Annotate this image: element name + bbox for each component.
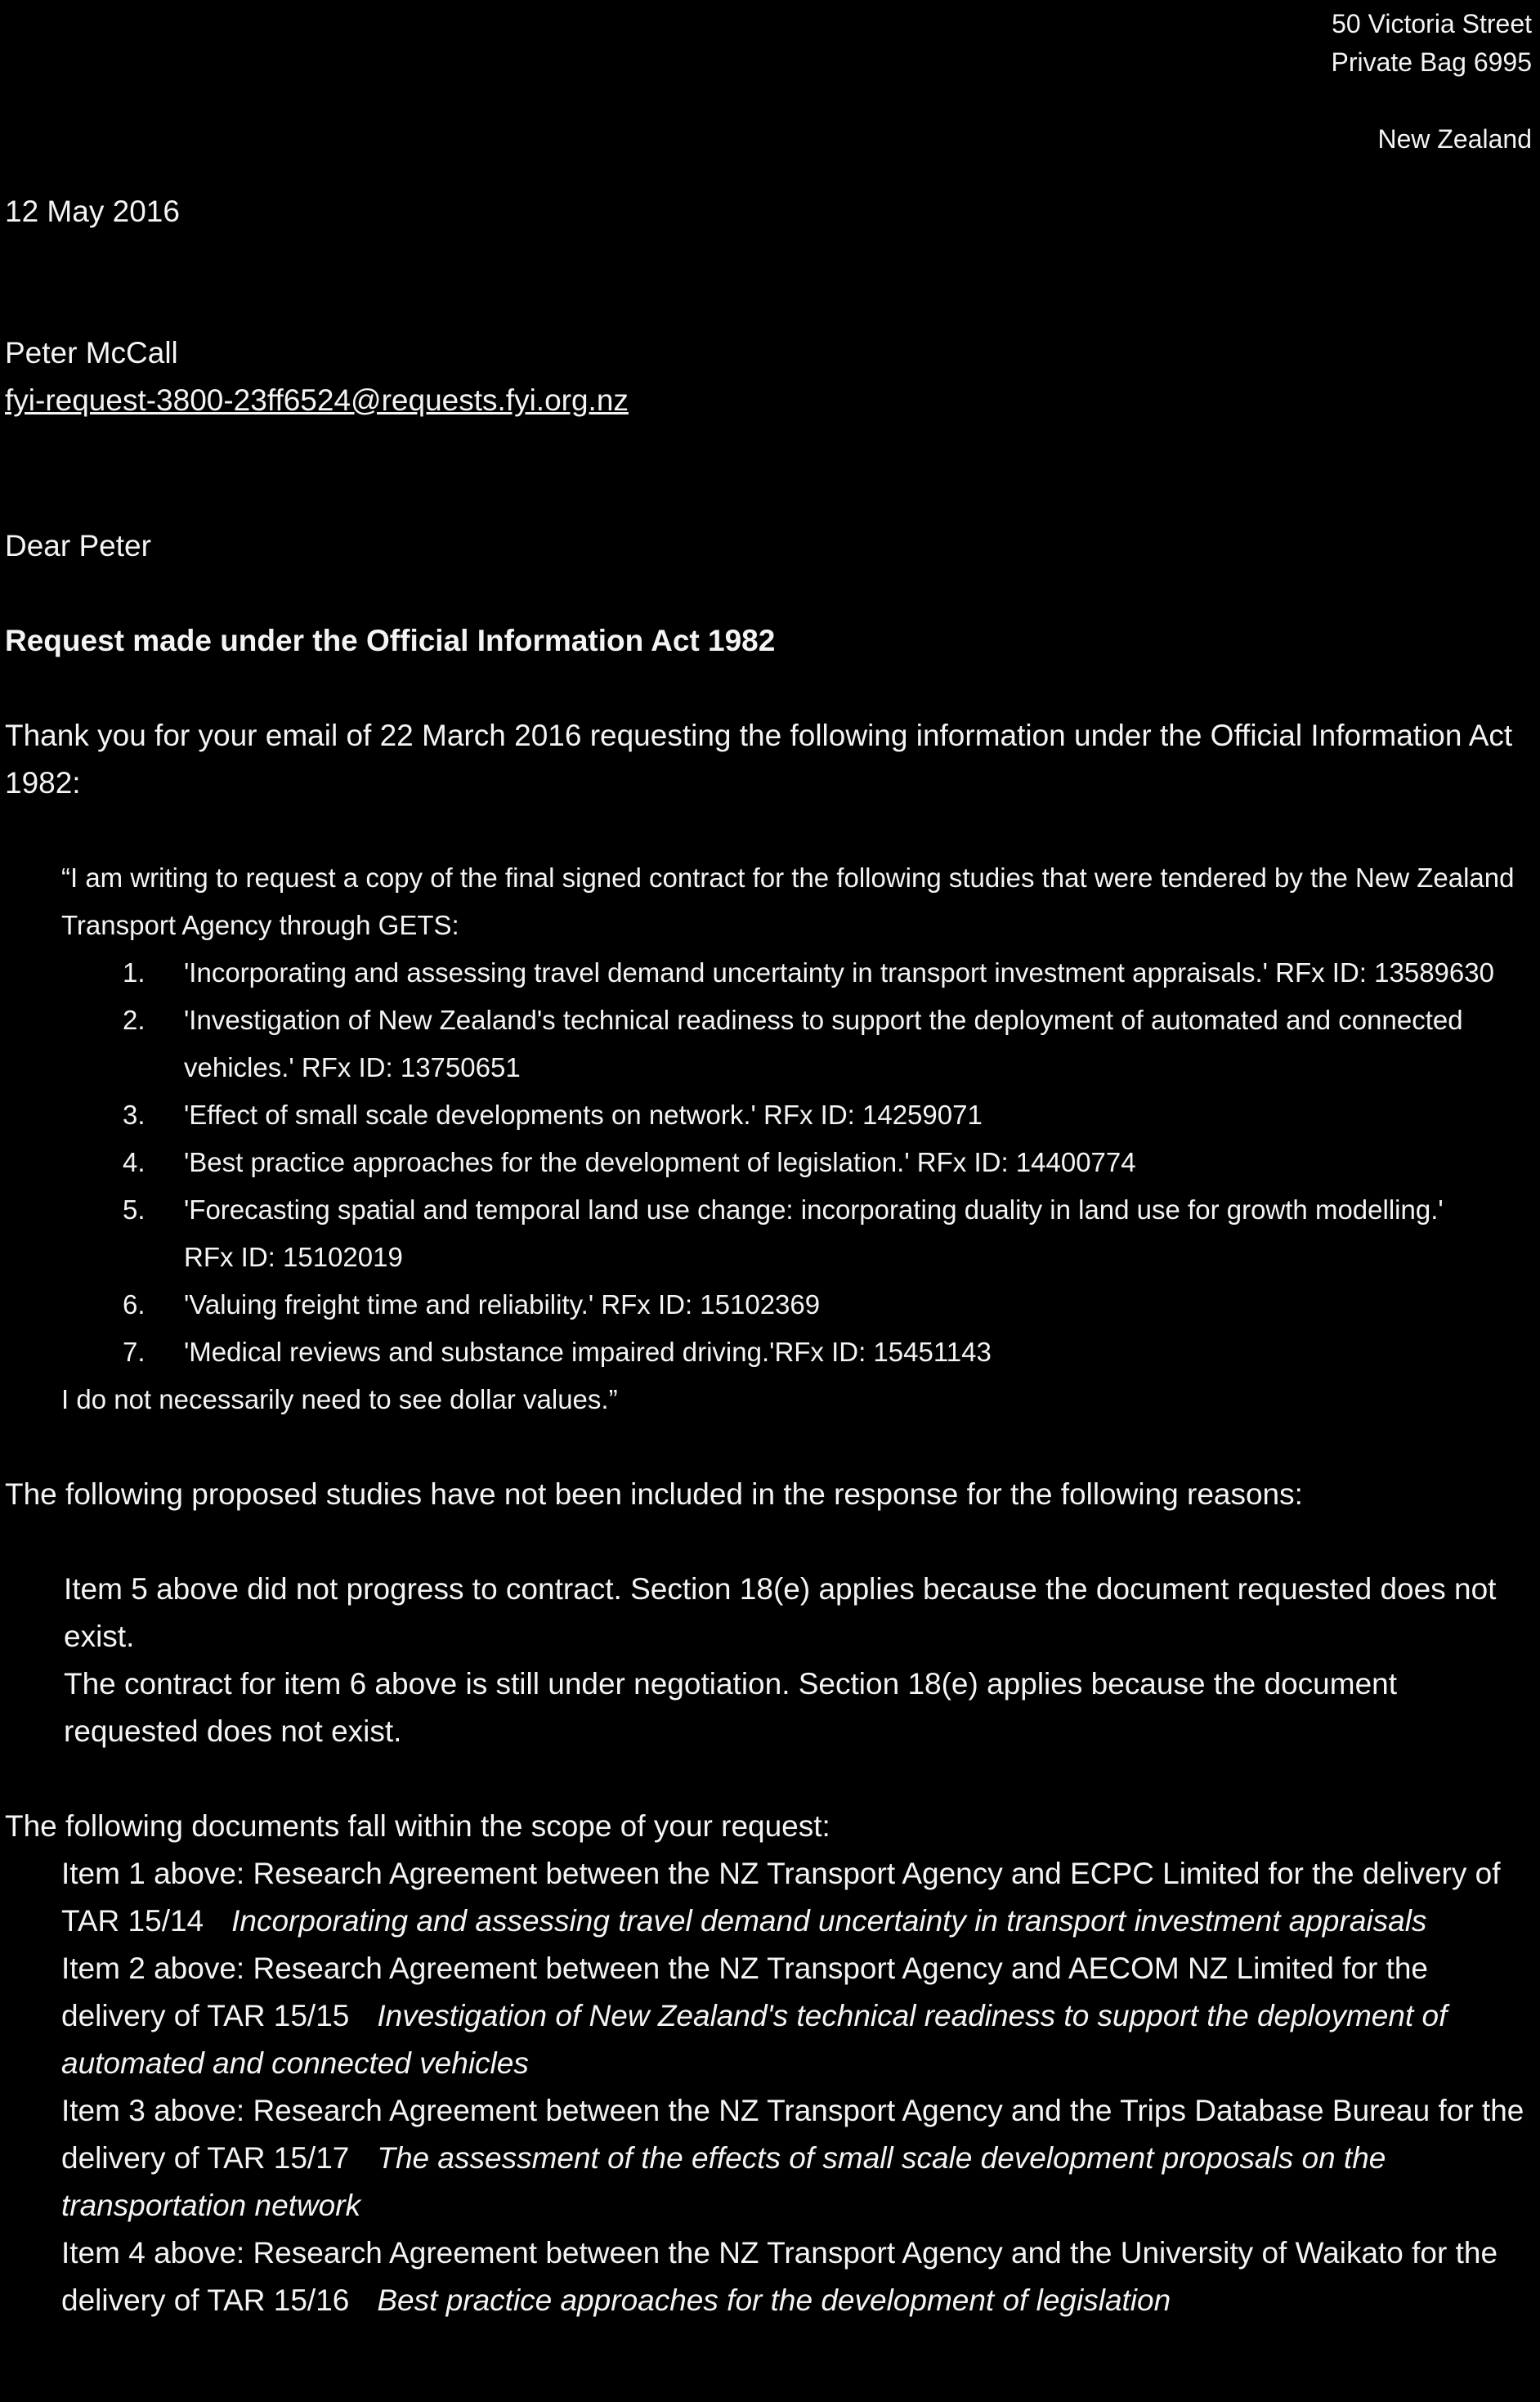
quote-list-item: [123, 997, 1532, 1091]
intro-paragraph: Thank you for your email of 22 March 2016 requesting the following information under the Official Information Act 1982:: [5, 719, 1513, 800]
document-item-title: Incorporating and assessing travel demand uncertainty in transport investment appraisals: [231, 1904, 1427, 1938]
quote-item-number: 4.: [123, 1147, 145, 1177]
document-item: [61, 1945, 1532, 2087]
quote-item-text: 'Effect of small scale developments on network.' RFx ID: 14259071: [184, 1100, 983, 1130]
quote-list-item: [123, 1186, 1532, 1281]
document-item-text: Item 2 above: Research Agreement between the NZ Transport Agency and AECOM NZ Limited for the delivery of TAR 15/15: [61, 1952, 1429, 2032]
quote-item-number: 1.: [123, 957, 145, 988]
address-line-bag: Private Bag 6995: [1331, 47, 1532, 77]
document-item: [61, 1850, 1532, 1945]
address-country: New Zealand: [1377, 124, 1532, 154]
quote-item-text: 'Valuing freight time and reliability.' RFx ID: 15102369: [184, 1289, 821, 1320]
address-line-street: 50 Victoria Street: [1332, 9, 1532, 38]
quote-list-item: [123, 1281, 1532, 1329]
quote-closing: I do not necessarily need to see dollar values.”: [61, 1384, 618, 1414]
letterhead-address: [5, 5, 1532, 159]
quote-list-item: [123, 1329, 1532, 1376]
address-gap: [5, 82, 1532, 120]
quoted-request-block: [61, 854, 1532, 1423]
quote-item-text: 'Investigation of New Zealand's technical readiness to support the deployment of automated and connected vehicles.' RFx ID: 13750651: [184, 1005, 1463, 1082]
document-item-title: The assessment of the effects of small scale development proposals on the transportation network: [61, 2141, 1386, 2222]
documents-lead: The following documents fall within the scope of your request:: [5, 1809, 830, 1843]
quote-item-text: 'Incorporating and assessing travel demand uncertainty in transport investment appraisals.' RFx ID: 13589630: [184, 957, 1494, 988]
quote-item-text: 'Best practice approaches for the development of legislation.' RFx ID: 14400774: [184, 1147, 1136, 1177]
quote-list-item: [123, 1139, 1532, 1186]
quote-item-number: 6.: [123, 1289, 145, 1320]
salutation: Dear Peter: [5, 529, 151, 562]
recipient-block: [5, 329, 1532, 424]
exclusions-lead: The following proposed studies have not been included in the response for the following reasons:: [5, 1477, 1303, 1511]
quote-list-item: [123, 949, 1532, 997]
exclusion-item: The contract for item 6 above is still under negotiation. Section 18(e) applies because the document requested does not exist.: [64, 1667, 1397, 1748]
recipient-name: Peter McCall: [5, 336, 178, 370]
quote-item-number: 5.: [123, 1194, 145, 1225]
document-item-text: Item 1 above: Research Agreement between the NZ Transport Agency and ECPC Limited for the delivery of TAR 15/14: [61, 1857, 1501, 1938]
subject-heading: Request made under the Official Information Act 1982: [5, 624, 776, 657]
exclusion-item: Item 5 above did not progress to contract. Section 18(e) applies because the document requested does not exist.: [64, 1572, 1497, 1653]
exclusions-list: [64, 1566, 1532, 1755]
document-item: [61, 2229, 1532, 2324]
document-item-title: Best practice approaches for the development of legislation: [377, 2283, 1171, 2317]
quote-item-number: 2.: [123, 1005, 145, 1035]
quote-item-text: 'Medical reviews and substance impaired driving.'RFx ID: 15451143: [184, 1337, 992, 1367]
document-item-text: Item 4 above: Research Agreement between the NZ Transport Agency and the University of Waikato for the delivery of TAR 15/16: [61, 2236, 1498, 2317]
documents-list: [61, 1850, 1532, 2324]
document-item-title: Investigation of New Zealand's technical readiness to support the deployment of automated and connected vehicles: [61, 1999, 1448, 2080]
document-item: [61, 2087, 1532, 2229]
quote-item-number: 3.: [123, 1100, 145, 1130]
quote-list-item: [123, 1091, 1532, 1139]
quote-item-text: 'Forecasting spatial and temporal land use change: incorporating duality in land use for growth modelling.' RFx ID: 15102019: [184, 1194, 1444, 1272]
quote-list: [123, 949, 1532, 1376]
quote-opening: “I am writing to request a copy of the final signed contract for the following studies that were tendered by the New Zealand Transport Agency through GETS:: [61, 863, 1515, 940]
letter-date: 12 May 2016: [5, 195, 180, 228]
recipient-email-link[interactable]: fyi-request-3800-23ff6524@requests.fyi.org.nz: [5, 383, 629, 417]
document-item-text: Item 3 above: Research Agreement between the NZ Transport Agency and the Trips Database Bureau for the delivery of TAR 15/17: [61, 2094, 1524, 2175]
quote-item-number: 7.: [123, 1337, 145, 1367]
